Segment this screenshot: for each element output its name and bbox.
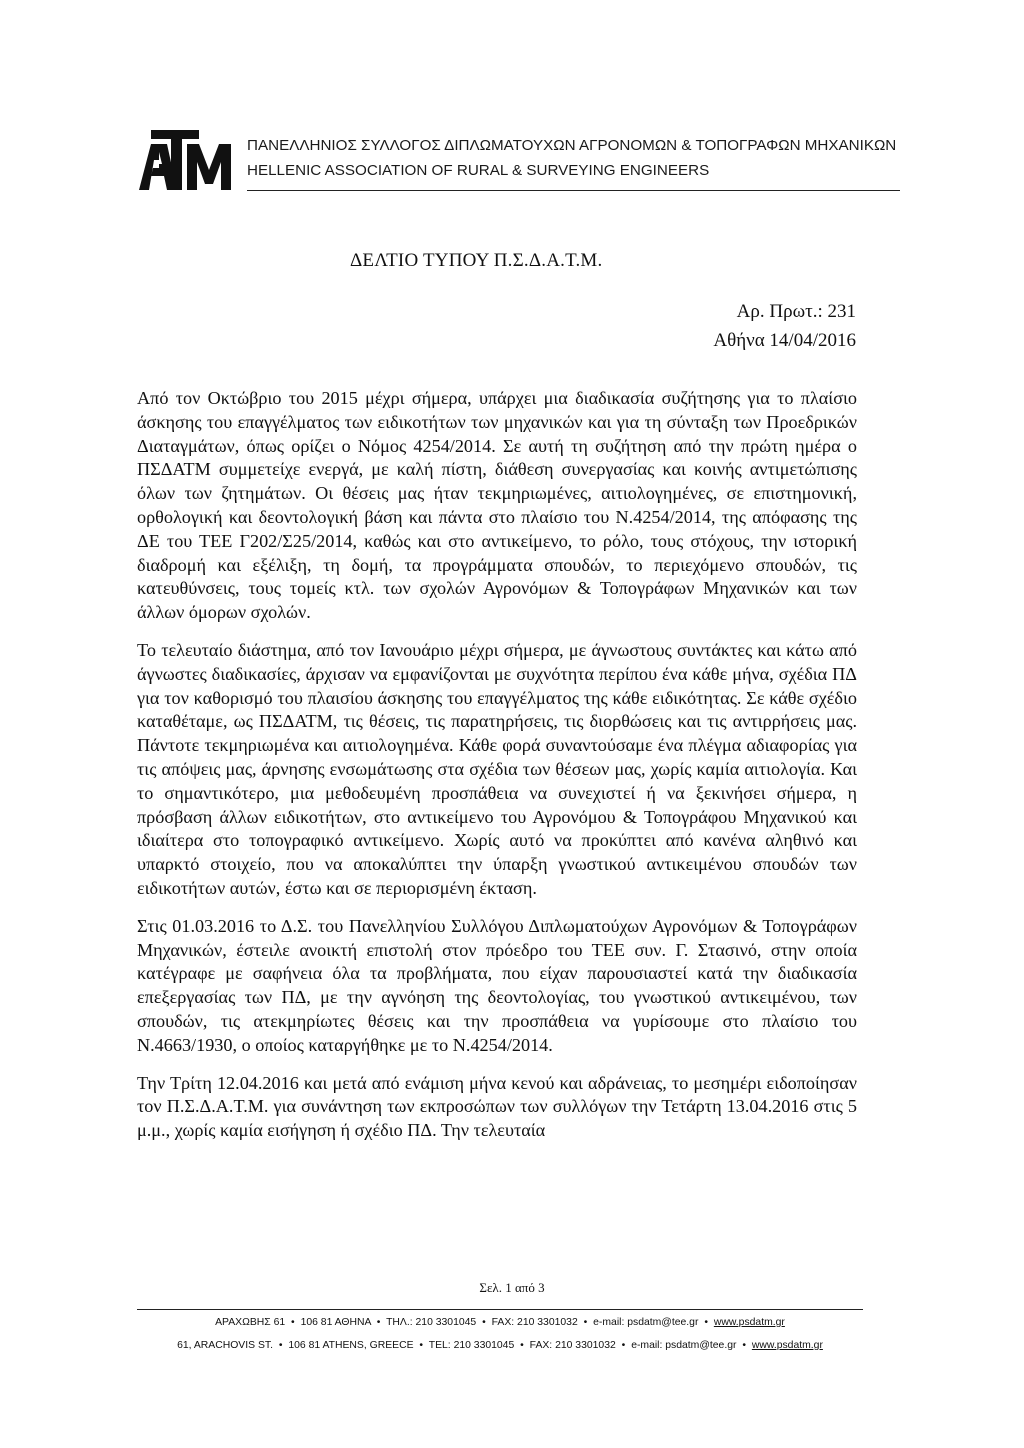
bullet-separator: • <box>482 1317 486 1328</box>
footer-website-link[interactable]: www.psdatm.gr <box>713 1317 785 1328</box>
bullet-separator: • <box>419 1340 424 1351</box>
footer-phone: ΤΗΛ.: 210 3301045 <box>386 1317 477 1328</box>
bullet-separator: • <box>583 1317 588 1328</box>
protocol-number: Αρ. Πρωτ.: 231 <box>736 301 856 322</box>
footer-city: 106 81 ATHENS, GREECE <box>288 1340 414 1351</box>
footer-greek <box>137 1317 863 1328</box>
footer-website-link[interactable]: www.psdatm.gr <box>751 1340 823 1351</box>
paragraph: Στις 01.03.2016 το Δ.Σ. του Πανελληνίου Συλλόγου Διπλωματούχων Αγρονόμων & Τοπογράφων Μηχανικών, έστειλε ανοικτή επιστολή στον πρόεδρο του ΤΕΕ συν. Γ. Στασινό, στην οποία κατέγραφε με σαφήνεια όλα τα προβλήματα, που είχαν παρουσιαστεί κατά την διαδικασία επεξεργασίας των ΠΔ, με την αγνόηση της δεοντολογίας, του γνωστικού αντικειμένου, των σπουδών, τις ατεκμηρίωτες θέσεις και την προσπάθεια να γυρίσουμε στο πλαίσιο του Ν.4663/1930, ο οποίος καταργήθηκε με το Ν.4254/2014. <box>137 915 857 1055</box>
paragraph: Από τον Οκτώβριο του 2015 μέχρι σήμερα, υπάρχει μια διαδικασία συζήτησης για το πλαίσιο άσκησης του επαγγέλματος των ειδικοτήτων των μηχανικών και για τη σύνταξη των Προεδρικών Διαταγμάτων, όπως ορίζει ο Νόμος 4254/2014. Σε αυτή τη συζήτηση από την πρώτη ημέρα ο ΠΣΔΑΤΜ συμμετείχε ενεργά, με καλή πίστη, διάθεση συνεργασίας και κοινής αντιμετώπισης όλων των ζητημάτων. Οι θέσεις μας ήταν τεκμηριωμένες, αιτιολογημένες, σε επιστημονική, ορθολογική και δεοντολογική βάση και πάντα στο πλαίσιο του Ν.4254/2014, της απόφασης της ΔΕ του ΤΕΕ Γ202/Σ25/2014, καθώς και στο αντικείμενο, το ρόλο, τους στόχους, την ιστορική διαδρομή και εξέλιξη, τη δομή, τα προγράμματα σπουδών, το περιεχόμενο σπουδών, τις κατευθύνσεις, τους τομείς κτλ. των σχολών Αγρονόμων & Τοπογράφων Μηχανικών και των άλλων όμορων σχολών. <box>137 388 857 623</box>
bullet-separator: • <box>520 1340 524 1351</box>
bullet-separator: • <box>376 1317 381 1328</box>
footer-fax: FAX: 210 3301032 <box>491 1317 578 1328</box>
footer-email: e-mail: psdatm@tee.gr <box>631 1340 737 1351</box>
footer-address: ΑΡΑΧΩΒΗΣ 61 <box>215 1317 286 1328</box>
paragraph: Το τελευταίο διάστημα, από τον Ιανουάριο μέχρι σήμερα, με άγνωστους συντάκτες και κάτω από άγνωστες διαδικασίες, άρχισαν να εμφανίζονται με συχνότητα περίπου ένα κάθε μήνα, σχέδια ΠΔ για τον καθορισμό του πλαισίου άσκησης του επαγγέλματος της κάθε ειδικότητας. Σε κάθε σχέδιο καταθέταμε, ως ΠΣΔΑΤΜ, τις θέσεις, τις παρατηρήσεις, τις διορθώσεις και τις αντιρρήσεις μας. Πάντοτε τεκμηριωμένα και αιτιολογημένα. Κάθε φορά συναντούσαμε ένα πλέγμα αδιαφορίας για τις απόψεις μας, άρνησης ενσωμάτωσης στα σχέδια των θέσεων μας, χωρίς καμία αιτιολογία. Και το σημαντικότερο, μια μεθοδευμένη προσπάθεια να συνεχιστεί ή να ξεκινήσει σήμερα, η πρόσβαση άλλων ειδικοτήτων, στο αντικείμενο του Αγρονόμου & Τοπογράφου Μηχανικού και ιδιαίτερα στο τοπογραφικό αντικείμενο. Χωρίς αυτό να προκύπτει από κανένα αληθινό και υπαρκτό στοιχείο, που να αποκαλύπτει την ύπαρξη γνωστικού αντικειμένου σπουδών των ειδικοτήτων αυτών, έστω και σε περιορισμένη έκταση. <box>137 639 857 898</box>
body-text <box>137 387 857 1157</box>
document-date: Αθήνα 14/04/2016 <box>713 330 856 351</box>
footer-fax: FAX: 210 3301032 <box>529 1340 616 1351</box>
page-number: Σελ. 1 από 3 <box>479 1280 545 1295</box>
bullet-separator: • <box>742 1340 746 1351</box>
atm-logo <box>137 118 237 194</box>
footer-divider <box>137 1309 863 1310</box>
document-title: ΔΕΛΤΙΟ ΤΥΠΟΥ Π.Σ.Δ.Α.Τ.Μ. <box>350 250 603 271</box>
footer-phone: TEL: 210 3301045 <box>428 1340 515 1351</box>
bullet-separator: • <box>704 1317 708 1328</box>
document-meta <box>713 297 856 355</box>
bullet-separator: • <box>278 1340 283 1351</box>
footer-english <box>137 1340 863 1351</box>
header-divider <box>247 190 900 191</box>
paragraph: Την Τρίτη 12.04.2016 και μετά από ενάμιση μήνα κενού και αδράνειας, το μεσημέρι ειδοποίησαν τον Π.Σ.Δ.Α.Τ.Μ. για συνάντηση των εκπροσώπων των συλλόγων την Τετάρτη 13.04.2016 στις 5 μ.μ., χωρίς καμία εισήγηση ή σχέδιο ΠΔ. Την τελευταία <box>137 1072 857 1141</box>
org-name-greek: ΠΑΝΕΛΛΗΝΙΟΣ ΣΥΛΛΟΓΟΣ ΔΙΠΛΩΜΑΤΟΥΧΩΝ ΑΓΡΟΝΟΜΩΝ & ΤΟΠΟΓΡΑΦΩΝ ΜΗΧΑΝΙΚΩΝ <box>247 137 897 154</box>
bullet-separator: • <box>621 1340 626 1351</box>
footer-city: 106 81 ΑΘΗΝΑ <box>300 1317 371 1328</box>
bullet-separator: • <box>291 1317 295 1328</box>
footer-email: e-mail: psdatm@tee.gr <box>593 1317 699 1328</box>
letterhead <box>137 118 902 200</box>
org-name-english: HELLENIC ASSOCIATION OF RURAL & SURVEYING ENGINEERS <box>247 162 710 179</box>
footer-address: 61, ARACHOVIS ST. <box>177 1340 273 1351</box>
